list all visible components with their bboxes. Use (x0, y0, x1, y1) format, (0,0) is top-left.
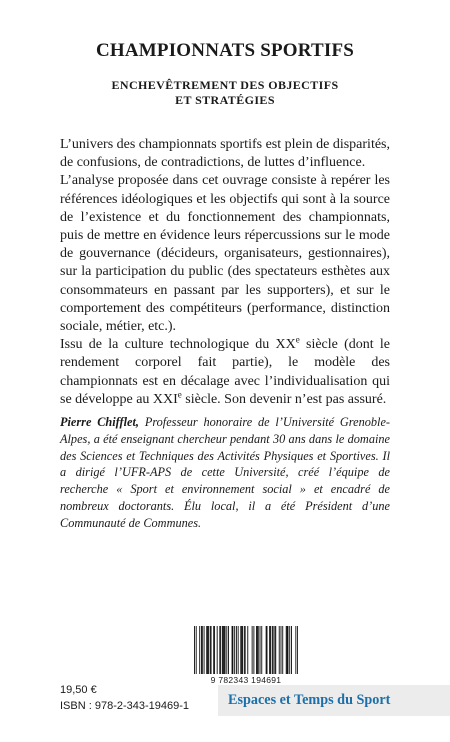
summary-paragraph-2: L’analyse proposée dans cet ouvrage consiste à repérer les références idéologiques et les objectifs qui sont à la source de l’existence et du fonctionnement des championnats, puis de mettre en évidence leurs répercussions sur le mode de gouvernance (décideurs, organisateurs, gestionnaires), sur la participation du public (des spectateurs esthètes aux consommateurs en passant par les supporters), et sur le comportement des compétiteurs (performance, distinction sociale, métier, etc.). (60, 173, 390, 335)
barcode-bar (253, 626, 254, 674)
barcode-bar (274, 626, 275, 674)
barcode-bar (281, 626, 282, 674)
summary-p3-part-b: siècle (dont le rendement corporel fait partie), le modèle des championnats est en décalage avec l’individualisation qui se développe au XXI (60, 337, 391, 407)
subtitle-line-2: ET STRATÉGIES (175, 93, 275, 107)
barcode-bar (258, 626, 259, 674)
barcode-bar (194, 626, 195, 674)
barcode-bar (287, 626, 288, 674)
summary-paragraph-3 (60, 336, 390, 409)
barcode-bar (261, 626, 262, 674)
barcode-bar (288, 626, 289, 674)
barcode-bar (232, 626, 233, 674)
barcode-bar (213, 626, 214, 674)
barcode-digits: 9 782343 194691 (210, 675, 282, 685)
barcode-bar (286, 626, 287, 674)
barcode-bar (291, 626, 292, 674)
barcode-bar (202, 626, 203, 674)
barcode-bar (275, 626, 276, 674)
barcode-bar (225, 626, 226, 674)
barcode-bar (256, 626, 257, 674)
barcode-bar (257, 626, 258, 674)
barcode-bar (204, 626, 205, 674)
barcode-bar (282, 626, 283, 674)
barcode-bar (214, 626, 215, 674)
book-subtitle (0, 78, 450, 108)
barcode-bar (245, 626, 246, 674)
barcode-bar (220, 626, 221, 674)
century-superscript-21: e (177, 389, 182, 400)
barcode-bar (279, 626, 280, 674)
author-bio-text: Professeur honoraire de l’Université Grenoble-Alpes, a été enseignant chercheur pendant 30 ans dans le domaine des Sciences et Techniques des Activités Physiques et Sportives. Il a dirigé l’UFR-APS de cette Université, créé l’équipe de recherche « Sport et environnement social » et encadré de nombreux doctorants. Élu local, il a été Président d’une Communauté de Communes. (60, 415, 390, 530)
isbn: ISBN : 978-2-343-19469-1 (60, 700, 190, 712)
barcode-bar (223, 626, 224, 674)
barcode (194, 626, 298, 678)
barcode-bar (242, 626, 243, 674)
barcode-bar (222, 626, 223, 674)
barcode-bar (266, 626, 267, 674)
barcode-bar (244, 626, 245, 674)
barcode-bar (236, 626, 237, 674)
barcode-bar (238, 626, 239, 674)
barcode-bar (199, 626, 200, 674)
barcode-bar (201, 626, 202, 674)
barcode-bar (273, 626, 274, 674)
barcode-bar (252, 626, 253, 674)
barcode-bar (269, 626, 270, 674)
summary-paragraph-1: L’univers des championnats sportifs est plein de disparités, de confusions, de contradictions, de luttes d’influence. (60, 137, 390, 171)
barcode-bar (206, 626, 207, 674)
barcode-bar (217, 626, 218, 674)
summary-p3-part-a: Issu de la culture technologique du XX (60, 337, 296, 353)
barcode-bar (240, 626, 241, 674)
barcode-bar (247, 626, 248, 674)
author-name: Pierre Chifflet, (60, 415, 140, 429)
price: 19,50 € (60, 684, 97, 696)
barcode-bar (232, 626, 233, 674)
barcode-bar (260, 626, 261, 674)
author-bio (60, 414, 390, 532)
barcode-bar (267, 626, 268, 674)
barcode-bar (208, 626, 209, 674)
summary-p3-part-c: siècle. Son devenir n’est pas assuré. (181, 391, 387, 407)
barcode-bar (272, 626, 273, 674)
back-cover-summary (60, 136, 390, 409)
barcode-bar (270, 626, 271, 674)
subtitle-line-1: ENCHEVÊTREMENT DES OBJECTIFS (111, 78, 339, 92)
barcode-bar (297, 626, 298, 674)
barcode-bar (219, 626, 220, 674)
barcode-bar (241, 626, 242, 674)
barcode-bar (224, 626, 225, 674)
barcode-bar (234, 626, 235, 674)
century-superscript-20: e (295, 334, 300, 345)
barcode-bar (289, 626, 290, 674)
series-name: Espaces et Temps du Sport (228, 692, 391, 708)
book-title: CHAMPIONNATS SPORTIFS (95, 40, 355, 61)
barcode-bar (196, 626, 197, 674)
barcode-bar (226, 626, 227, 674)
barcode-bar (228, 626, 229, 674)
barcode-bars (194, 626, 298, 674)
barcode-bar (210, 626, 211, 674)
barcode-bar (295, 626, 296, 674)
barcode-bar (211, 626, 212, 674)
barcode-bar (207, 626, 208, 674)
